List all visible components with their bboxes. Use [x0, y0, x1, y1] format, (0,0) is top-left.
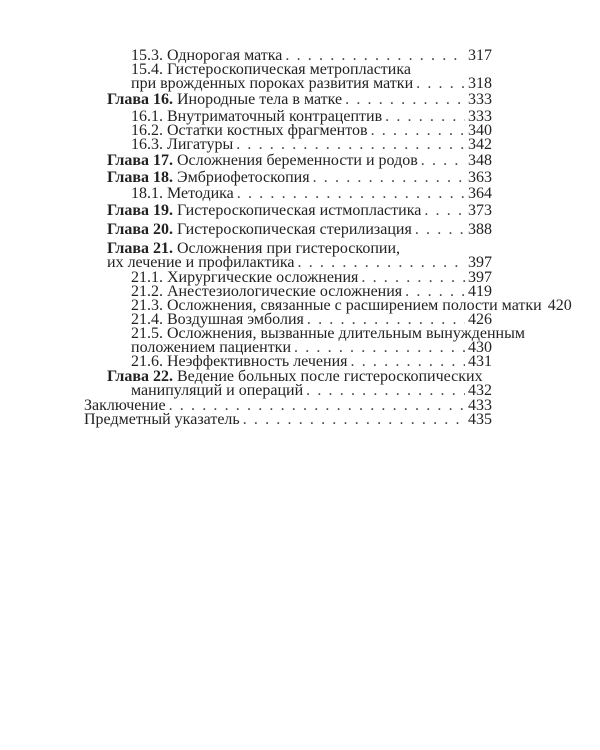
toc-entry-page: 373: [468, 202, 492, 219]
toc-entry-title: Гистероскопическая истмопластика: [177, 202, 422, 219]
toc-entry-title: Инородные тела в матке: [177, 91, 343, 108]
toc-entry-page: 348: [468, 152, 492, 169]
toc-entry-title: Гистероскопическая стерилизация: [177, 221, 412, 238]
toc-entry-page: 435: [468, 411, 492, 428]
toc-entry-title: 21.3. Осложнения, связанные с расширением полости матки: [131, 297, 542, 314]
toc-entry-title: 21.2. Анестезиологические осложнения: [131, 283, 403, 300]
toc-entry-title: Осложнения беременности и родов: [177, 152, 418, 169]
toc-entry-title: их лечение и профилактика: [107, 254, 295, 271]
leader-dots: [421, 152, 465, 170]
toc-chapter-entry: [107, 221, 492, 239]
toc-entry-title: Заключение: [84, 397, 166, 414]
toc-entry-page: 333: [468, 108, 492, 125]
toc-entry-title: 21.6. Неэффективность лечения: [131, 353, 348, 370]
toc-entry-title: 15.4. Гистероскопическая метропластика: [131, 61, 411, 78]
toc-entry-title: 16.3. Лигатуры: [131, 136, 234, 153]
toc-entry-page: 333: [468, 91, 492, 108]
toc-entry: [84, 411, 492, 429]
toc-entry-title: манипуляций и операций: [131, 382, 304, 399]
leader-dots: [424, 202, 465, 220]
toc-entry-title: 16.1. Внутриматочный контрацептив: [131, 108, 383, 125]
toc-entry-title: 21.5. Осложнения, вызванные длительным вынужденным: [131, 325, 525, 342]
chapter-label: Глава 21.: [107, 240, 173, 257]
toc-entry-title: Предметный указатель: [84, 411, 240, 428]
toc-entry-page: 431: [468, 353, 492, 370]
leader-dots: [345, 91, 465, 109]
toc-entry-page: 426: [468, 311, 492, 328]
toc-entry-title: положением пациентки: [131, 339, 292, 356]
chapter-label: Глава 18.: [107, 169, 173, 186]
toc-entry-title: 21.4. Воздушная эмболия: [131, 311, 304, 328]
leader-dots: [415, 221, 465, 239]
toc-entry-page: 364: [468, 185, 492, 202]
chapter-label: Глава 20.: [107, 221, 173, 238]
toc-chapter-entry: [107, 91, 492, 109]
toc-entry-page: 419: [468, 283, 492, 300]
toc-entry-page: 318: [468, 75, 492, 92]
toc-entry-title: 21.1. Хирургические осложнения: [131, 269, 359, 286]
toc-entry-page: 397: [468, 269, 492, 286]
toc-entry-title: Осложнения при гистероскопии,: [177, 240, 401, 257]
chapter-label: Глава 22.: [107, 368, 173, 385]
chapter-label: Глава 19.: [107, 202, 173, 219]
leader-dots: [243, 411, 465, 429]
toc-entry-title: Ведение больных после гистероскопических: [177, 368, 483, 385]
toc-entry-page: 317: [468, 47, 492, 64]
chapter-label: Глава 16.: [107, 91, 173, 108]
toc-entry-page: 433: [468, 397, 492, 414]
toc-entry-title: 15.3. Однорогая матка: [131, 47, 283, 64]
chapter-label: Глава 17.: [107, 152, 173, 169]
toc-entry-page: 340: [468, 122, 492, 139]
toc-chapter-entry: [107, 202, 492, 220]
toc-entry-page: 397: [468, 254, 492, 271]
toc-entry-page: 420: [547, 297, 572, 314]
toc-entry-page: 388: [468, 221, 492, 238]
toc-entry-page: 432: [468, 382, 492, 399]
toc-entry-page: 342: [468, 136, 492, 153]
toc-entry-title: 18.1. Методика: [131, 185, 234, 202]
toc-entry-page: 430: [468, 339, 492, 356]
toc-entry-page: 363: [468, 169, 492, 186]
toc-entry-title: при врожденных пороках развития матки: [131, 75, 414, 92]
leader-dots: [237, 185, 465, 203]
toc-entry-title: Эмбриофетоскопия: [177, 169, 310, 186]
toc-entry-title: 16.2. Остатки костных фрагментов: [131, 122, 368, 139]
toc-entry: [131, 185, 492, 203]
toc-chapter-entry: [107, 152, 492, 170]
